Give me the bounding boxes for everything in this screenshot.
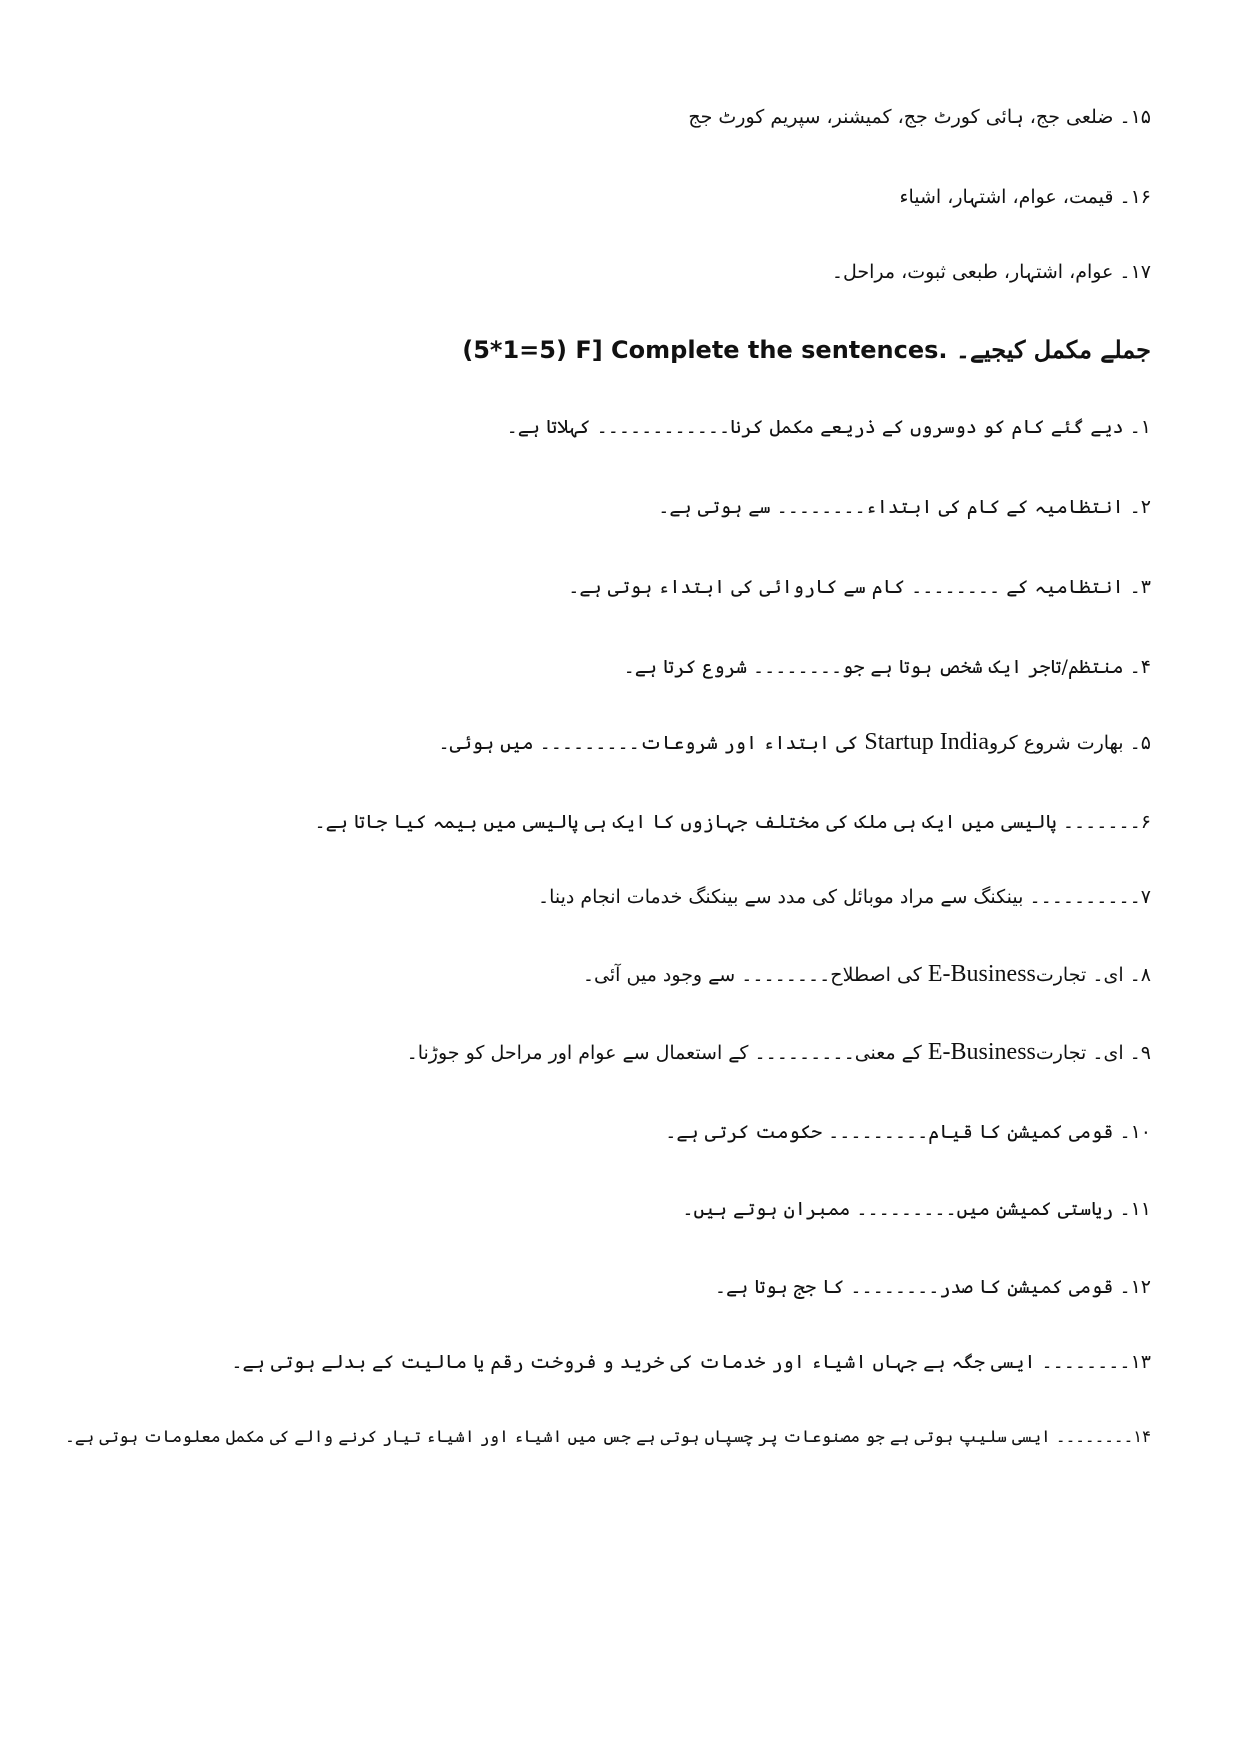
section-f-english-title: (5*1=5) F] Complete the sentences.: [462, 336, 948, 364]
question-10: ۱۰۔ قومی کمیشن کا قیام۔۔۔۔۔۔۔۔۔ حکومت کرتی ہے۔: [665, 1121, 1151, 1143]
question-5-before: ۵۔ بھارت شروع کرو: [989, 732, 1151, 754]
question-9: [407, 1035, 1151, 1070]
question-11: ۱۱۔ ریاستی کمیشن میں۔۔۔۔۔۔۔۔۔ ممبران ہوتے ہیں۔: [682, 1198, 1151, 1220]
section-f-heading: [462, 330, 1151, 370]
question-5: [438, 725, 1151, 760]
question-9-before: ۹۔ ای۔ تجارت: [1035, 1042, 1151, 1064]
question-13: ۱۳۔۔۔۔۔۔۔۔ ایسی جگہ ہے جہاں اشیاء اور خدمات کی خرید و فروخت رقم یا مالیت کے بدلے ہوتی ہے۔: [231, 1351, 1151, 1373]
answer-line-16: ۱۶۔ قیمت، عوام، اشتہار، اشیاء: [899, 186, 1151, 208]
question-12: ۱۲۔ قومی کمیشن کا صدر۔۔۔۔۔۔۔۔ کا جج ہوتا ہے۔: [714, 1276, 1151, 1298]
question-8-after: کی اصطلاح۔۔۔۔۔۔۔۔ سے وجود میں آئی۔: [582, 964, 928, 986]
section-f-urdu-title: جملے مکمل کیجیے۔: [955, 335, 1151, 364]
question-5-latin: Startup India: [864, 729, 989, 755]
question-1: ۱۔ دیے گئے کام کو دوسروں کے ذریعے مکمل کرنا۔۔۔۔۔۔۔۔۔۔۔۔ کہلاتا ہے۔: [506, 416, 1151, 438]
answer-line-15: ۱۵۔ ضلعی جج، ہائی کورٹ جج، کمیشنر، سپریم کورٹ جج: [688, 106, 1151, 128]
question-3: ۳۔ انتظامیہ کے ۔۔۔۔۔۔۔۔ کام سے کاروائی کی ابتداء ہوتی ہے۔: [568, 576, 1151, 598]
question-9-after: کے معنی۔۔۔۔۔۔۔۔۔ کے استعمال سے عوام اور مراحل کو جوڑنا۔: [406, 1042, 928, 1064]
answer-line-17: ۱۷۔ عوام، اشتہار، طبعی ثبوت، مراحل۔: [831, 261, 1151, 283]
question-7: ۷۔۔۔۔۔۔۔۔۔۔ بینکنگ سے مراد موبائل کی مدد سے بینکنگ خدمات انجام دینا۔: [537, 886, 1151, 908]
question-9-latin: E-Business: [927, 1039, 1036, 1065]
question-8-before: ۸۔ ای۔ تجارت: [1035, 964, 1151, 986]
question-6: ۶۔۔۔۔۔۔۔ پالیسی میں ایک ہی ملک کی مختلف جہازوں کا ایک ہی پالیسی میں بیمہ کیا جاتا ہے۔: [314, 811, 1151, 833]
question-5-after: کی ابتداء اور شروعات۔۔۔۔۔۔۔۔۔ میں ہوئی۔: [438, 732, 865, 754]
question-4: ۴۔ منتظم/تاجر ایک شخص ہوتا ہے جو۔۔۔۔۔۔۔۔ شروع کرتا ہے۔: [623, 656, 1151, 678]
question-14: ۱۴۔۔۔۔۔۔۔۔ ایسی سلیپ ہوتی ہے جو مصنوعات پر چسپاں ہوتی ہے جس میں اشیاء اور اشیاء تیار کرنے والے کی مکمل معلومات ہوتی ہے۔: [65, 1427, 1151, 1446]
question-2: ۲۔ انتظامیہ کے کام کی ابتداء۔۔۔۔۔۔۔۔ سے ہوتی ہے۔: [658, 496, 1151, 518]
question-8: [583, 957, 1151, 992]
question-8-latin: E-Business: [927, 961, 1036, 987]
